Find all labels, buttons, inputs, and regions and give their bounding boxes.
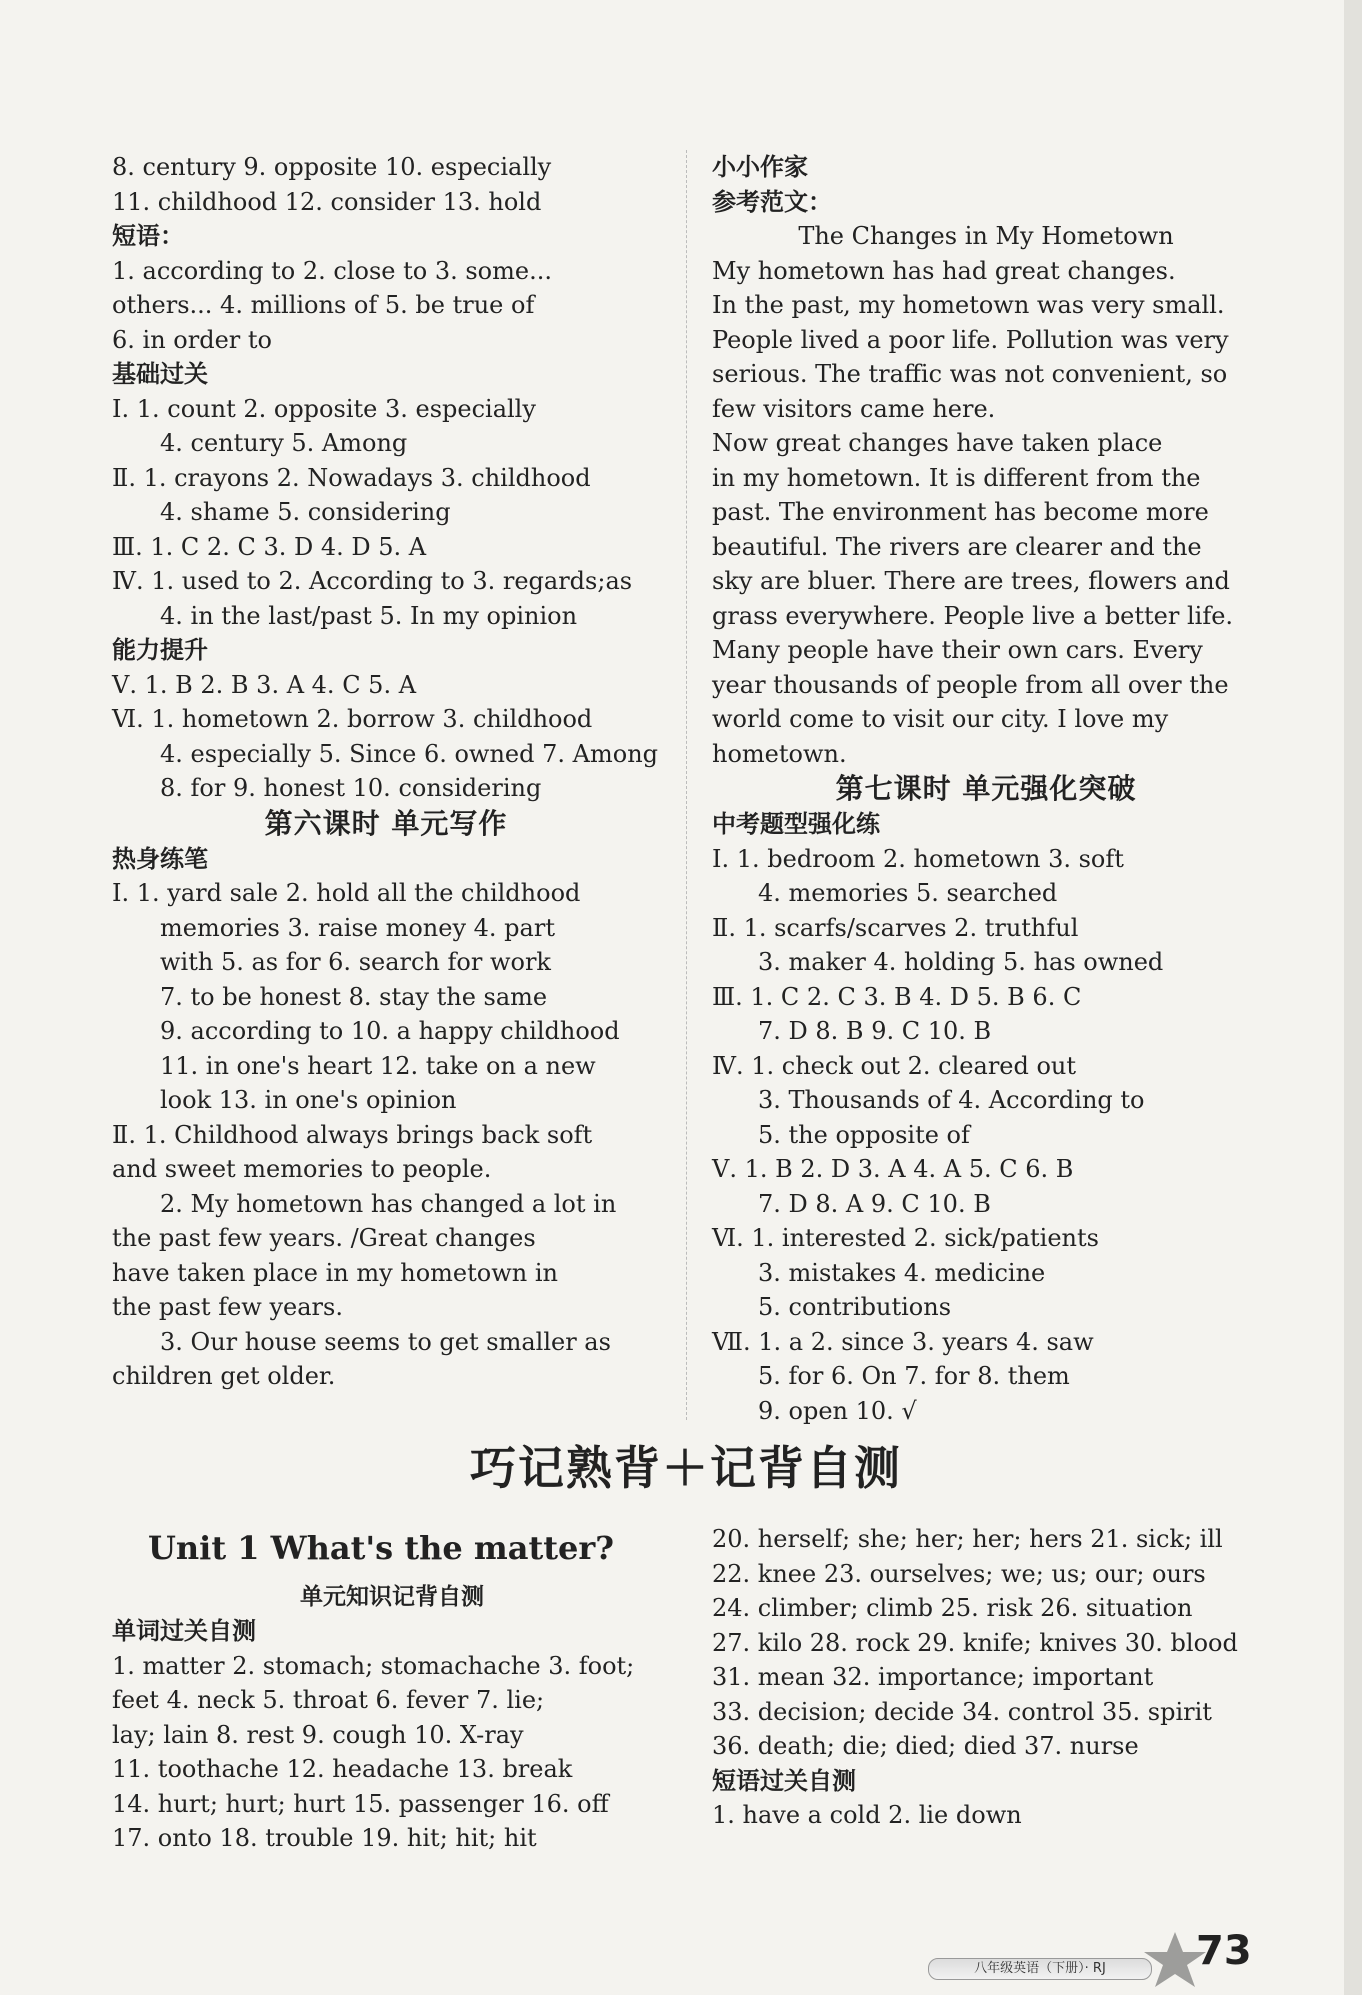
answer-line: Ⅱ. 1. crayons 2. Nowadays 3. childhood	[112, 463, 591, 492]
answer-line: Ⅴ. 1. B 2. B 3. A 4. C 5. A	[112, 670, 417, 699]
answer-line: In the past, my hometown was very small.	[712, 291, 1225, 319]
answer-line: Ⅰ. 1. yard sale 2. hold all the childhood	[112, 879, 581, 907]
answer-line: 3. Thousands of 4. According to	[758, 1086, 1145, 1114]
answer-line: 27. kilo 28. rock 29. knife; knives 30. blood	[712, 1628, 1238, 1657]
answer-line: 3. maker 4. holding 5. has owned	[758, 948, 1164, 976]
answer-line: Ⅱ. 1. Childhood always brings back soft	[112, 1120, 593, 1149]
answer-line: year thousands of people from all over the	[712, 670, 1229, 699]
answer-line: Ⅰ. 1. bedroom 2. hometown 3. soft	[712, 844, 1124, 873]
right-column	[712, 150, 1260, 1428]
page-number: 73	[1196, 1928, 1252, 1974]
answer-line: 4. especially 5. Since 6. owned 7. Among	[160, 739, 659, 768]
answer-line: the past few years.	[112, 1293, 343, 1321]
answer-line: 17. onto 18. trouble 19. hit; hit; hit	[112, 1824, 537, 1852]
answer-line: 20. herself; she; her; her; hers 21. sick; ill	[712, 1525, 1223, 1553]
answer-line: 1. have a cold 2. lie down	[712, 1801, 1022, 1829]
answer-line: Ⅳ. 1. used to 2. According to 3. regards;as	[112, 567, 633, 595]
answer-line: 6. in order to	[112, 325, 272, 354]
answer-line: 11. toothache 12. headache 13. break	[112, 1755, 573, 1783]
section-heading: 短语：	[112, 222, 184, 250]
answer-line: 31. mean 32. importance; important	[712, 1663, 1154, 1691]
left-column	[112, 150, 660, 1394]
answer-line: 33. decision; decide 34. control 35. spirit	[712, 1697, 1212, 1726]
answer-line: Ⅳ. 1. check out 2. cleared out	[712, 1051, 1077, 1080]
answer-line: Many people have their own cars. Every	[712, 636, 1203, 664]
answer-line: past. The environment has become more	[712, 498, 1209, 526]
answer-line: feet 4. neck 5. throat 6. fever 7. lie;	[112, 1686, 545, 1714]
answer-line: My hometown has had great changes.	[712, 256, 1176, 285]
answer-line: 5. the opposite of	[758, 1120, 970, 1149]
answer-line: children get older.	[112, 1362, 336, 1390]
answer-line: 9. open 10. √	[758, 1396, 917, 1425]
answer-line: 8. century 9. opposite 10. especially	[112, 153, 552, 181]
section-heading: 基础过关	[112, 360, 208, 388]
answer-line: and sweet memories to people.	[112, 1155, 492, 1183]
answer-line: Ⅱ. 1. scarfs/scarves 2. truthful	[712, 913, 1079, 942]
answer-line: Ⅶ. 1. a 2. since 3. years 4. saw	[712, 1327, 1094, 1356]
answer-line: 5. for 6. On 7. for 8. them	[758, 1362, 1070, 1390]
answer-line: serious. The traffic was not convenient, so	[712, 360, 1228, 388]
answer-line: Now great changes have taken place	[712, 429, 1163, 457]
answer-line: 5. contributions	[758, 1293, 952, 1321]
answer-line: 4. in the last/past 5. In my opinion	[160, 601, 578, 630]
answer-line: 11. childhood 12. consider 13. hold	[112, 187, 542, 216]
answer-line: lay; lain 8. rest 9. cough 10. X-ray	[112, 1720, 524, 1749]
answer-line: Ⅲ. 1. C 2. C 3. B 4. D 5. B 6. C	[712, 982, 1082, 1011]
unit-title: Unit 1 What's the matter?	[148, 1529, 614, 1567]
answer-line: 9. according to 10. a happy childhood	[160, 1017, 620, 1045]
answer-line: 1. according to 2. close to 3. some...	[112, 256, 552, 285]
answer-line: Ⅵ. 1. hometown 2. borrow 3. childhood	[112, 705, 593, 733]
answer-line: sky are bluer. There are trees, flowers and	[712, 567, 1230, 595]
section-heading: 能力提升	[112, 636, 208, 664]
answer-line: 24. climber; climb 25. risk 26. situation	[712, 1594, 1193, 1622]
unit-subtitle: 单元知识记背自测	[300, 1584, 484, 1610]
answer-line: 7. D 8. B 9. C 10. B	[758, 1017, 992, 1045]
word-test-list	[112, 1614, 672, 1856]
lesson-title: 第七课时 单元强化突破	[835, 772, 1137, 805]
bottom-left-column	[112, 1522, 672, 1856]
answer-line: Ⅴ. 1. B 2. D 3. A 4. A 5. C 6. B	[712, 1155, 1074, 1183]
section-heading: 热身练笔	[112, 844, 208, 873]
answer-line: 14. hurt; hurt; hurt 15. passenger 16. off	[112, 1789, 609, 1818]
answer-line: look 13. in one's opinion	[160, 1086, 457, 1114]
answer-line: 2. My hometown has changed a lot in	[160, 1189, 617, 1218]
answer-line: grass everywhere. People live a better life.	[712, 601, 1234, 630]
answer-line: 36. death; die; died; died 37. nurse	[712, 1732, 1139, 1760]
answer-line: memories 3. raise money 4. part	[160, 913, 555, 942]
answer-line: hometown.	[712, 739, 847, 768]
answer-line: 8. for 9. honest 10. considering	[160, 774, 542, 802]
footer-book-label: 八年级英语（下册）· RJ	[928, 1958, 1152, 1980]
answer-line: 4. century 5. Among	[160, 429, 408, 457]
column-divider	[686, 150, 688, 1420]
answer-line: 11. in one's heart 12. take on a new	[160, 1051, 596, 1080]
answer-line: 7. D 8. A 9. C 10. B	[758, 1189, 991, 1218]
answer-line: the past few years. /Great changes	[112, 1224, 536, 1252]
section-heading: 单词过关自测	[112, 1617, 256, 1645]
answer-line: 4. shame 5. considering	[160, 498, 451, 526]
answer-line: in my hometown. It is different from the	[712, 463, 1201, 492]
page-edge	[1344, 0, 1362, 1995]
answer-line: 4. memories 5. searched	[758, 879, 1058, 907]
section-heading: 短语过关自测	[712, 1766, 856, 1795]
answer-line: have taken place in my hometown in	[112, 1258, 558, 1287]
answer-line: People lived a poor life. Pollution was very	[712, 325, 1229, 354]
answer-line: 3. mistakes 4. medicine	[758, 1258, 1046, 1287]
answer-line: Ⅰ. 1. count 2. opposite 3. especially	[112, 394, 536, 423]
lesson-title: 第六课时 单元写作	[264, 806, 508, 840]
bottom-right-column	[712, 1522, 1272, 1833]
answer-line: others... 4. millions of 5. be true of	[112, 291, 535, 319]
answer-line: 22. knee 23. ourselves; we; us; our; ours	[712, 1559, 1206, 1588]
answer-line: few visitors came here.	[712, 394, 996, 423]
answer-line: Ⅵ. 1. interested 2. sick/patients	[712, 1224, 1099, 1252]
answer-line: The Changes in My Hometown	[798, 222, 1174, 250]
section-heading: 小小作家	[712, 153, 808, 181]
answer-line: 7. to be honest 8. stay the same	[160, 982, 548, 1011]
answer-line: with 5. as for 6. search for work	[160, 948, 551, 976]
answer-line: 1. matter 2. stomach; stomachache 3. foot;	[112, 1651, 635, 1680]
answer-line: world come to visit our city. I love my	[712, 705, 1169, 733]
answer-line: Ⅲ. 1. C 2. C 3. D 4. D 5. A	[112, 532, 427, 561]
section-heading: 中考题型强化练	[712, 810, 880, 838]
answer-line: 3. Our house seems to get smaller as	[160, 1327, 611, 1356]
answer-line: beautiful. The rivers are clearer and the	[712, 532, 1202, 561]
section-heading: 参考范文：	[712, 187, 832, 216]
section-banner: 巧记熟背＋记背自测	[470, 1441, 902, 1495]
